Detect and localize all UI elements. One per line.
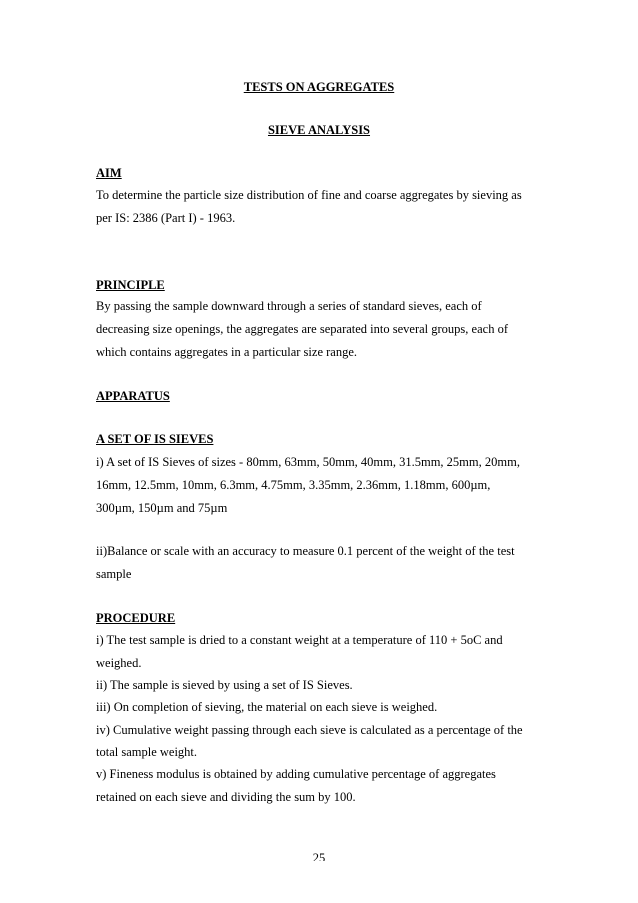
page-subtitle: SIEVE ANALYSIS — [267, 123, 371, 137]
apparatus-heading: APPARATUS — [96, 389, 170, 403]
page-title: TESTS ON AGGREGATES — [243, 80, 395, 94]
procedure-line: weighed. — [96, 656, 142, 670]
procedure-line: iv) Cumulative weight passing through each sieve is calculated as a percentage of the — [96, 723, 523, 737]
sieves-line: 16mm, 12.5mm, 10mm, 6.3mm, 4.75mm, 3.35mm, 2.36mm, 1.18mm, 600µm, — [96, 478, 491, 492]
principle-line: which contains aggregates in a particular size range. — [96, 345, 357, 359]
procedure-line: iii) On completion of sieving, the material on each sieve is weighed. — [96, 700, 438, 714]
page-number: 25 — [312, 851, 326, 861]
procedure-line: v) Fineness modulus is obtained by adding cumulative percentage of aggregates — [96, 767, 496, 781]
balance-line: ii)Balance or scale with an accuracy to measure 0.1 percent of the weight of the test — [96, 544, 515, 558]
aim-line: per IS: 2386 (Part I) - 1963. — [96, 211, 236, 225]
procedure-line: ii) The sample is sieved by using a set of IS Sieves. — [96, 678, 353, 692]
sieves-line: 300µm, 150µm and 75µm — [96, 501, 228, 515]
procedure-heading: PROCEDURE — [96, 611, 176, 625]
sieves-heading: A SET OF IS SIEVES — [96, 432, 214, 446]
procedure-line: total sample weight. — [96, 745, 198, 759]
principle-line: By passing the sample downward through a series of standard sieves, each of — [96, 299, 482, 313]
procedure-line: i) The test sample is dried to a constant weight at a temperature of 110 + 5oC and — [96, 633, 503, 647]
aim-heading: AIM — [96, 166, 122, 180]
procedure-line: retained on each sieve and dividing the sum by 100. — [96, 790, 356, 804]
principle-line: decreasing size openings, the aggregates are separated into several groups, each of — [96, 322, 508, 336]
principle-heading: PRINCIPLE — [96, 278, 165, 292]
sieves-line: i) A set of IS Sieves of sizes - 80mm, 63mm, 50mm, 40mm, 31.5mm, 25mm, 20mm, — [96, 455, 520, 469]
balance-line: sample — [96, 567, 132, 581]
aim-line: To determine the particle size distribution of fine and coarse aggregates by sieving as — [96, 188, 522, 202]
